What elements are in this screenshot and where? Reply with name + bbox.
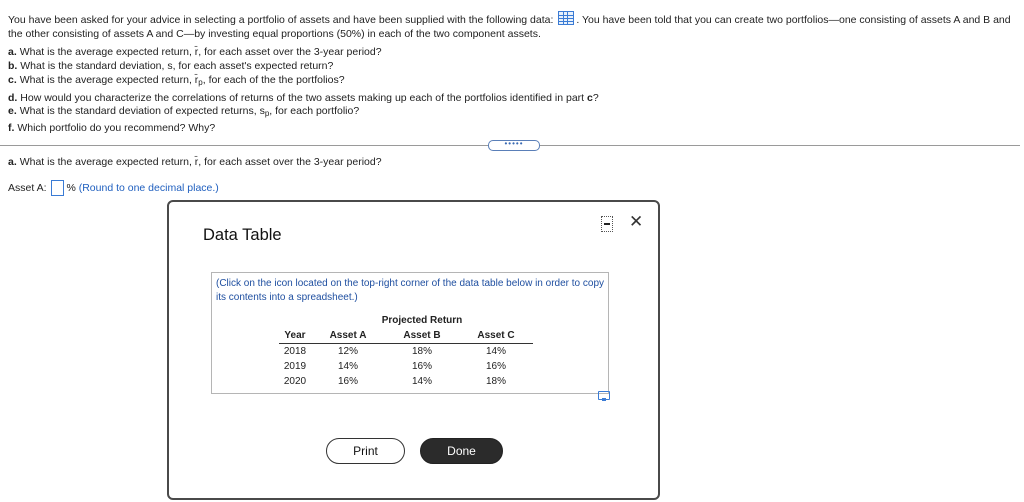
copy-to-spreadsheet-icon[interactable]: [598, 391, 610, 400]
table-cell: 2020: [283, 376, 307, 387]
table-cell: 18%: [485, 376, 506, 387]
table-cell: 16%: [337, 376, 358, 387]
question-part-c: [8, 73, 345, 90]
minimize-icon[interactable]: [601, 216, 613, 232]
dialog-title: Data Table: [203, 226, 282, 244]
part-letter: b.: [8, 60, 18, 72]
question-part-a: [8, 45, 382, 59]
table-cell: 16%: [411, 361, 432, 372]
question-part-d: [8, 91, 599, 105]
table-row: [279, 344, 533, 360]
table-cell: 2018: [283, 346, 307, 357]
table-cell: 14%: [485, 346, 506, 357]
part-text: What is the standard deviation, s, for each asset's expected return?: [20, 60, 334, 72]
part-text-end: , for each portfolio?: [269, 105, 360, 117]
part-subscript: p: [198, 78, 203, 87]
answer-row: [8, 180, 219, 196]
close-icon[interactable]: ✕: [629, 212, 644, 231]
part-text: Which portfolio do you recommend? Why?: [17, 122, 216, 134]
question-part-f: [8, 121, 215, 135]
question-intro: [8, 11, 1018, 41]
part-text-end: , for each of the the portfolios?: [202, 74, 345, 86]
part-subscript: p: [264, 109, 270, 118]
part-text-end: ?: [592, 92, 599, 104]
data-table-grid-icon[interactable]: [558, 11, 574, 25]
intro-text-a: You have been asked for your advice in selecting a portfolio of assets and have been supplied with the following data:: [8, 14, 554, 26]
table-cell: 16%: [485, 361, 506, 372]
part-text: What is the average expected return, r̄, for each asset over the 3-year period?: [19, 46, 382, 58]
done-button[interactable]: Done: [420, 438, 503, 464]
table-cell: 14%: [411, 376, 432, 387]
table-cell: 14%: [337, 361, 358, 372]
intro-text-b: . You have been told that you can create two portfolios—one consisting of assets A and B and the other consisting of assets A and C—by investing equal proportions (50%) in each of the two component assets.: [8, 14, 1011, 40]
part-text: What is the standard deviation of expected returns, s: [19, 105, 265, 117]
table-cell: 2019: [283, 361, 307, 372]
group-header: Projected Return: [381, 315, 463, 326]
data-table-dialog: [167, 200, 660, 500]
part-text: What is the average expected return, r̄, for each asset over the 3-year period?: [19, 156, 382, 168]
part-letter: d.: [8, 92, 18, 104]
part-letter: a.: [8, 156, 17, 168]
part-text: How would you characterize the correlations of returns of the two assets making up each of the portfolios identified in part: [20, 92, 585, 104]
column-header: Year: [279, 328, 311, 344]
table-row: [279, 359, 533, 374]
part-text: What is the average expected return, r̄: [19, 74, 199, 86]
answer-label: Asset A:: [8, 181, 47, 194]
column-header: Asset B: [385, 328, 459, 344]
part-letter: a.: [8, 46, 17, 58]
table-cell: 18%: [411, 346, 432, 357]
part-ref: c: [587, 92, 593, 104]
answer-hint: (Round to one decimal place.): [78, 181, 219, 194]
question-part-b: [8, 59, 333, 73]
asset-a-answer-input[interactable]: [51, 180, 64, 196]
column-header: Asset A: [311, 328, 385, 344]
part-letter: f.: [8, 122, 15, 134]
print-button[interactable]: Print: [326, 438, 405, 464]
column-header: Asset C: [459, 328, 533, 344]
answer-unit: %: [66, 181, 76, 194]
active-question: [8, 155, 382, 169]
expand-collapse-button[interactable]: •••••: [488, 140, 540, 151]
table-cell: 12%: [337, 346, 358, 357]
copy-instructions: (Click on the icon located on the top-right corner of the data table below in order to copy its contents into a spreadsheet.): [216, 278, 605, 303]
part-letter: e.: [8, 105, 17, 117]
question-part-e: [8, 104, 359, 121]
projected-return-table: [279, 313, 533, 389]
part-letter: c.: [8, 74, 17, 86]
table-row: [279, 374, 533, 389]
